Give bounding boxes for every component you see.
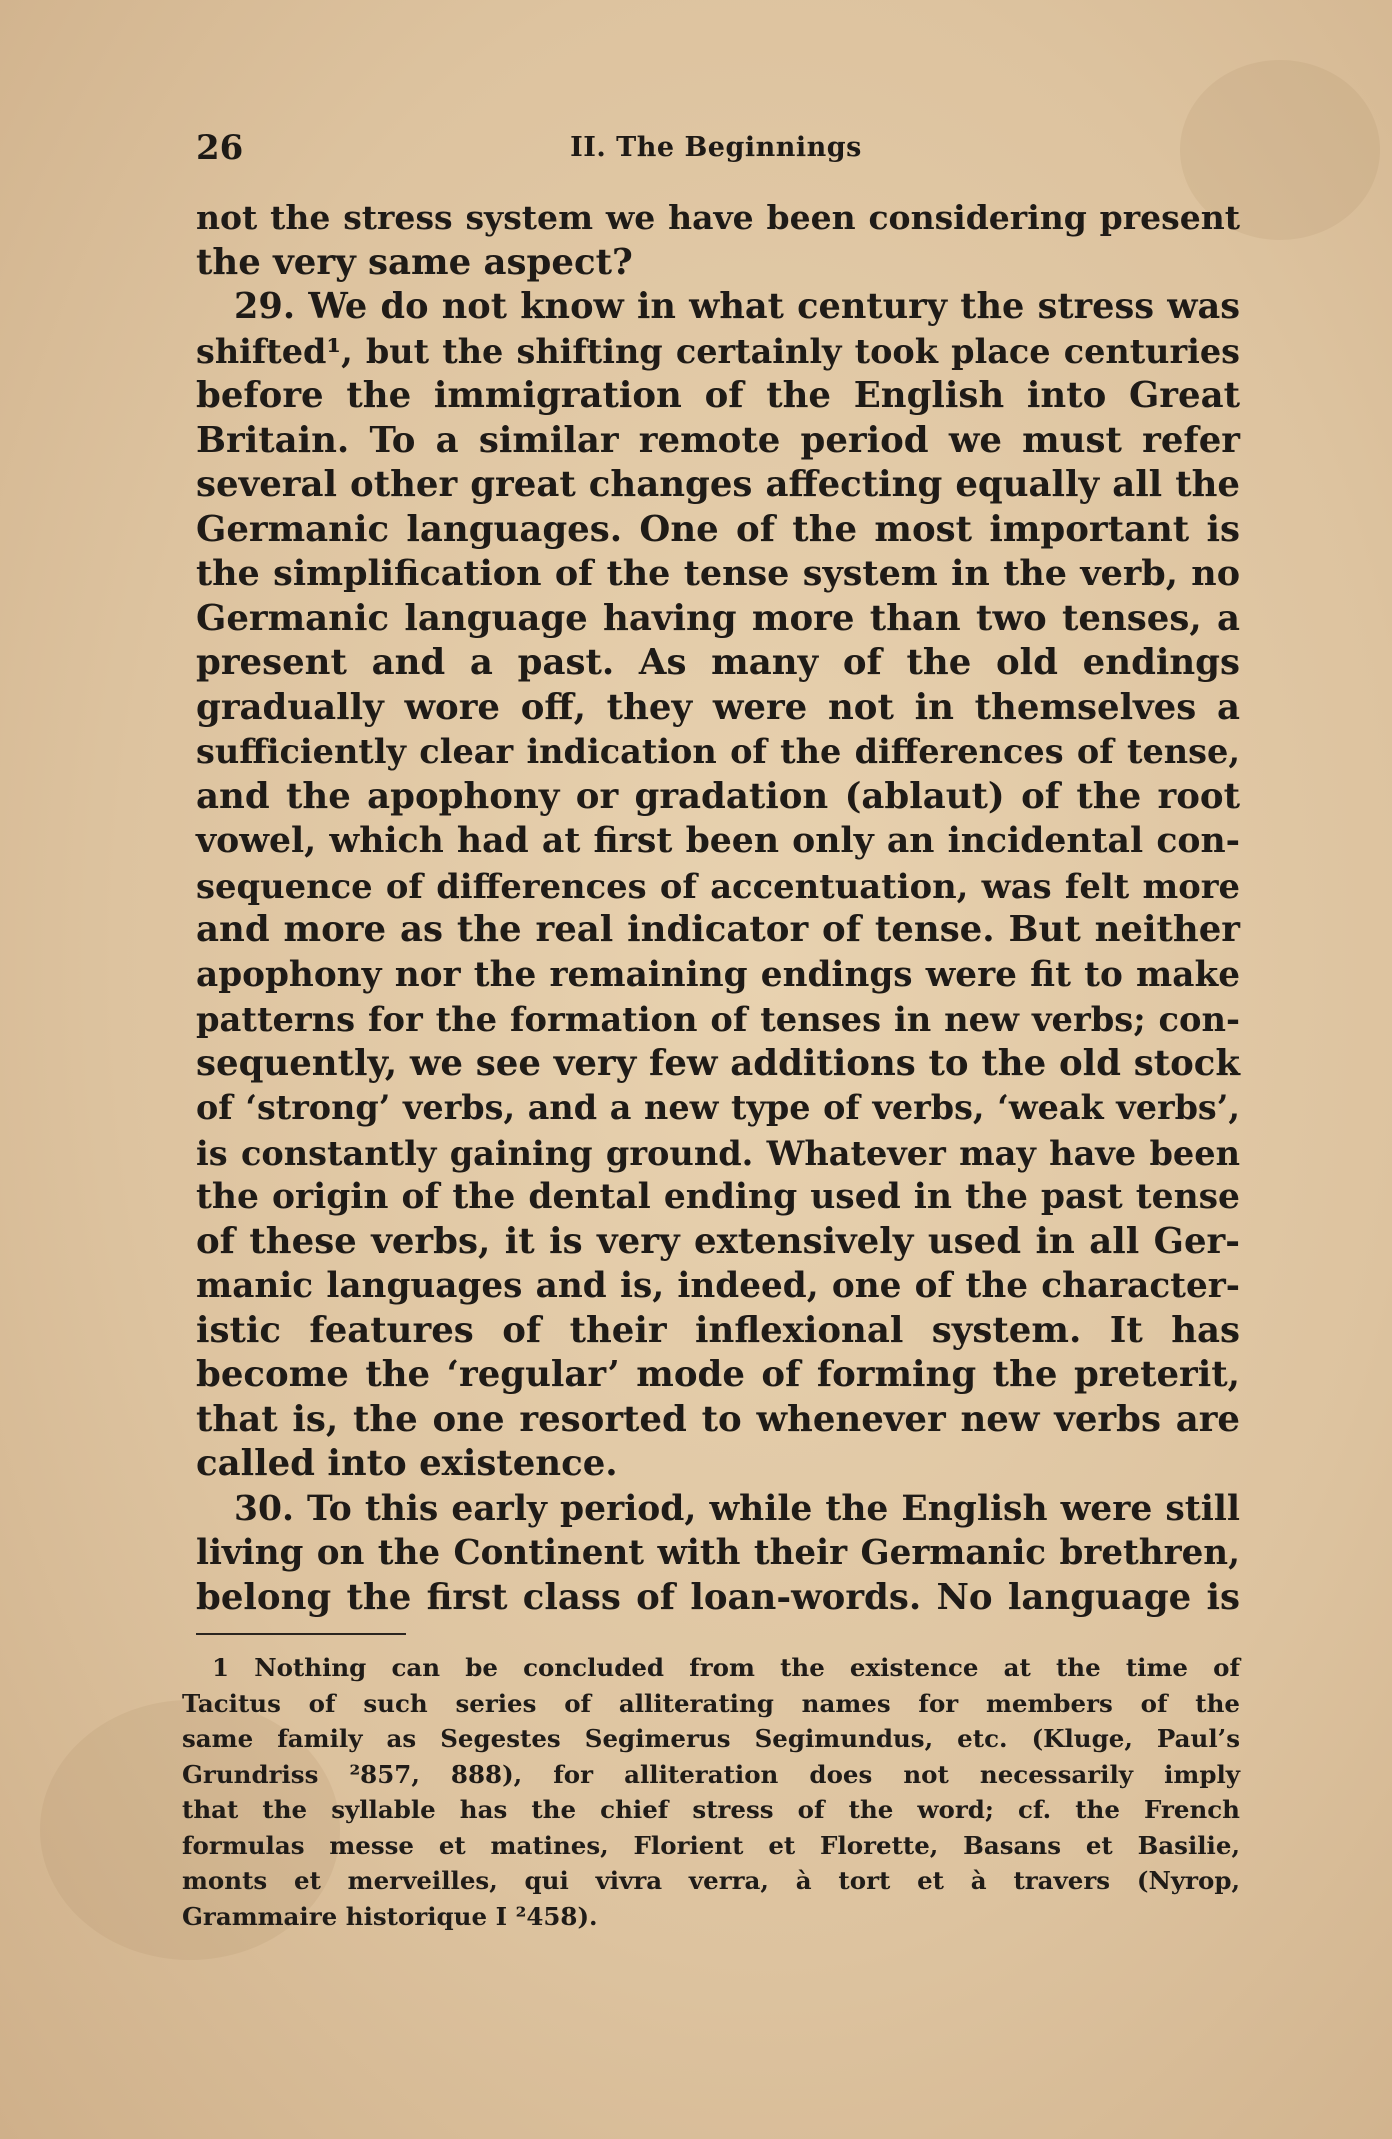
footnote-line: Grammaire historique I ²458). (182, 1901, 598, 1931)
footnote-line: Grundriss ²857, 888), for alliteration does not necessarily imply (182, 1759, 1240, 1789)
footnote-line: Tacitus of such series of alliterating names for members of the (182, 1688, 1240, 1718)
text-line: the origin of the dental ending used in the past tense (196, 1177, 1240, 1217)
text-line: of ‘strong’ verbs, and a new type of verbs, ‘weak verbs’, (196, 1088, 1240, 1127)
footnote (182, 1650, 1240, 1934)
text-line: and the apophony or gradation (ablaut) of the root (196, 775, 1240, 817)
text-line: belong the first class of loan-words. No language is (196, 1576, 1240, 1618)
text-line: that is, the one resorted to whenever new verbs are (196, 1398, 1240, 1440)
text-line: called into existence. (196, 1443, 618, 1484)
text-line: Germanic languages. One of the most important is (196, 508, 1240, 550)
text-line: apophony nor the remaining endings were fit to make (196, 954, 1240, 995)
footnote-line: formulas messe et matines, Florient et Florette, Basans et Basilie, (182, 1830, 1240, 1860)
footnote-line: that the syllable has the chief stress of the word; cf. the French (182, 1795, 1240, 1824)
text-line: patterns for the formation of tenses in new verbs; con- (196, 999, 1240, 1039)
text-line: become the ‘regular’ mode of forming the preterit, (196, 1354, 1240, 1395)
text-line: several other great changes affecting equally all the (196, 464, 1240, 505)
text-line: and more as the real indicator of tense. But neither (196, 909, 1240, 950)
text-line: is constantly gaining ground. Whatever may have been (196, 1132, 1240, 1173)
text-line: the simplification of the tense system in the verb, no (196, 553, 1240, 594)
footnote-line: 1 Nothing can be concluded from the existence at the time of (212, 1653, 1240, 1682)
paragraph-29-first-line: 29. We do not know in what century the stress was (234, 286, 1240, 327)
main-text (196, 196, 1240, 1620)
text-line: manic languages and is, indeed, one of the character- (196, 1266, 1240, 1306)
text-line: Germanic language having more than two tenses, a (196, 597, 1240, 639)
footnote-line: monts et merveilles, qui vivra verra, à tort et à travers (Nyrop, (182, 1866, 1240, 1895)
text-line: istic features of their inflexional system. It has (196, 1309, 1240, 1351)
text-line: sequently, we see very few additions to the old stock (196, 1042, 1240, 1084)
text-line: gradually wore off, they were not in themselves a (196, 686, 1240, 728)
footnote-divider (196, 1633, 406, 1635)
text-line: the very same aspect? (196, 241, 633, 283)
text-line: sufficiently clear indication of the differences of tense, (196, 732, 1240, 771)
text-line: vowel, which had at first been only an incidental con- (196, 821, 1240, 861)
text-line: shifted¹, but the shifting certainly took place centuries (196, 331, 1240, 371)
text-line: living on the Continent with their Germanic brethren, (196, 1533, 1240, 1573)
text-line: Britain. To a similar remote period we must refer (196, 419, 1240, 461)
paragraph-30-first-line: 30. To this early period, while the English were still (234, 1488, 1240, 1529)
chapter-title: II. The Beginnings (570, 132, 862, 163)
text-line: present and a past. As many of the old endings (196, 642, 1240, 683)
text-line: before the immigration of the English into Great (196, 375, 1240, 416)
page-number: 26 (196, 128, 244, 168)
text-line: not the stress system we have been considering present (196, 198, 1240, 237)
running-head (196, 128, 1236, 178)
text-line: sequence of differences of accentuation, was felt more (196, 865, 1240, 906)
footnote-line: same family as Segestes Segimerus Segimundus, etc. (Kluge, Paul’s (182, 1724, 1240, 1753)
text-line: of these verbs, it is very extensively used in all Ger- (196, 1220, 1240, 1262)
